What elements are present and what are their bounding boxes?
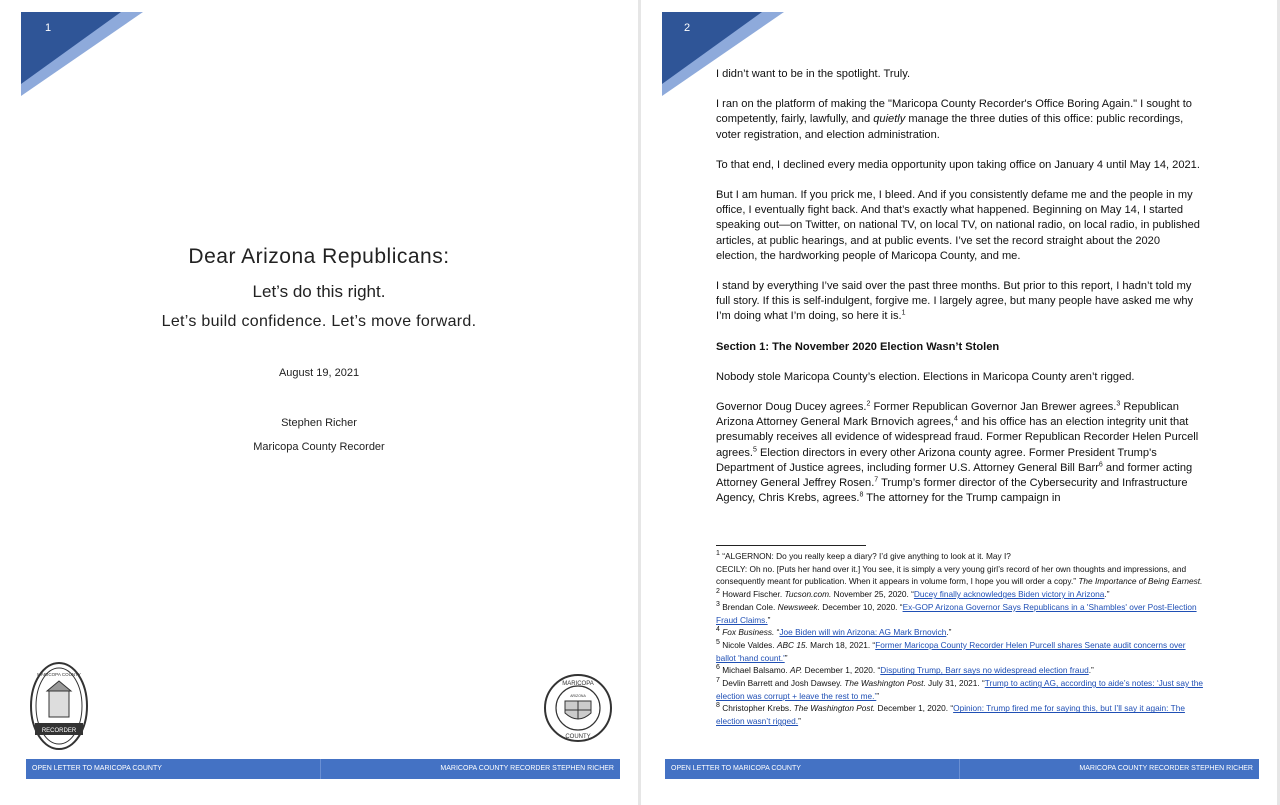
footnote-ref[interactable]: 2	[866, 400, 871, 408]
footer-divider	[320, 759, 321, 779]
document-page-1	[0, 0, 638, 805]
letter-tagline: Let’s do this right.	[252, 282, 386, 301]
county-seal-icon	[543, 673, 613, 743]
footnote-ref[interactable]: 6	[1098, 461, 1103, 469]
letter-author: Stephen Richer	[281, 417, 357, 429]
footnote-ref[interactable]: 5	[753, 445, 757, 453]
footnote-5: $^5$ Nicole Valdes. ABC 15. March 18, 2021. “Former Maricopa County Recorder Helen Purcell shares Senate audit concerns over ballot 'hand count.'”	[716, 639, 1186, 663]
paragraph: Nobody stole Maricopa County’s election. Elections in Maricopa County aren’t rigged.	[716, 370, 1135, 383]
seal-top-text: MARICOPA	[562, 681, 594, 687]
paragraph: I didn’t want to be in the spotlight. Truly.	[716, 68, 911, 80]
footer-right-text: MARICOPA COUNTY RECORDER STEPHEN RICHER	[1079, 765, 1253, 772]
footnote-ref[interactable]: 7	[874, 476, 879, 484]
seal-band-text: RECORDER	[41, 728, 77, 734]
footnote-link[interactable]: Ex-GOP Arizona Governor Says Republicans in a 'Shambles' over Post-Election Fraud Claims.	[716, 601, 1197, 625]
footnote-6: $^6$ Michael Balsamo. AP. December 1, 2020. “Disputing Trump, Barr says no widespread election fraud.”	[716, 664, 1094, 676]
page-footer	[26, 759, 620, 779]
footnote-3: $^3$ Brendan Cole. Newsweek. December 10, 2020. “Ex-GOP Arizona Governor Says Republicans in a 'Shambles' over Post-Election Fraud Claims.”	[716, 601, 1197, 625]
footnote-link[interactable]: Opinion: Trump fired me for saying this, but I’ll say it again: The election wasn’t rigged.	[716, 703, 1185, 727]
footnote-separator	[716, 545, 866, 546]
page-footer	[665, 759, 1259, 779]
paragraph: I stand by everything I’ve said over the past three months. But prior to this report, I hadn’t told my full story. If this is self-indulgent, forgive me. I largely agree, but many people have asked me why I’m doing what I’m doing, so here it is.$^1$	[716, 280, 1194, 323]
letter-body	[716, 67, 1204, 521]
seal-top-text: MARICOPA COUNTY	[37, 672, 81, 677]
page-number: 1	[45, 22, 52, 34]
footnote-ref[interactable]: 8	[859, 491, 864, 499]
footnote-1-cont: CECILY: Oh no. [Puts her hand over it.] You see, it is simply a very young girl’s record of her own thoughts and impressions, and consequently meant for publication. When it appears in volume form, I hope you will order a copy.” The Importance of Being Earnest.	[716, 563, 1203, 587]
footnote-2: $^2$ Howard Fischer. Tucson.com. November 25, 2020. “Ducey finally acknowledges Biden victory in Arizona.”	[716, 588, 1110, 600]
footnote-link[interactable]: Ducey finally acknowledges Biden victory in Arizona	[913, 589, 1105, 600]
footnotes	[716, 550, 1204, 728]
footnote-ref[interactable]: 1	[901, 309, 906, 317]
paragraph: Governor Doug Ducey agrees.$^2$ Former Republican Governor Jan Brewer agrees.$^3$ Republican Arizona Attorney General Mark Brnovich agrees,$^4$ and his office has an election integrity unit that presumably receives all evidence of widespread fraud. Former Republican Recorder Helen Purcell agrees.$^5$ Election directors in every other Arizona county agree. Former President Trump's Department of Justice agrees, including former U.S. Attorney General Bill Barr$^6$ and former acting Attorney General Jeffrey Rosen.$^7$ Trump’s former director of the Cybersecurity and Infrastructure Agency, Chris Krebs, agrees.$^8$ The attorney for the Trump campaign in	[716, 400, 1199, 505]
footnote-link[interactable]: Joe Biden will win Arizona: AG Mark Brnovich	[779, 627, 947, 638]
seal-bottom-text: COUNTY	[565, 734, 591, 740]
footnote-link[interactable]: Disputing Trump, Barr says no widespread election fraud	[880, 665, 1089, 676]
letter-date: August 19, 2021	[278, 367, 360, 379]
footnote-8: $^8$ Christopher Krebs. The Washington Post. December 1, 2020. “Opinion: Trump fired me for saying this, but I’ll say it again: The election wasn’t rigged.”	[716, 702, 1185, 727]
footer-left-text: OPEN LETTER TO MARICOPA COUNTY	[671, 765, 801, 772]
footnote-1: $^1$ “ALGERNON: Do you really keep a diary? I’d give anything to look at it. May I?	[716, 550, 1011, 561]
letter-author-title: Maricopa County Recorder	[253, 441, 385, 453]
recorder-seal-icon	[29, 661, 89, 751]
document-page-2	[641, 0, 1277, 805]
footnote-link[interactable]: Former Maricopa County Recorder Helen Purcell shares Senate audit concerns over ballot 'hand count.'	[716, 639, 1186, 663]
seal-inner-text: ARIZONA	[570, 694, 586, 698]
footer-left-text: OPEN LETTER TO MARICOPA COUNTY	[32, 765, 162, 772]
paragraph: I ran on the platform of making the "Maricopa County Recorder's Office Boring Again." I sought to competently, fairly, lawfully, and quietly manage the three duties of this office: public recordings, voter registration, and election administration.	[716, 98, 1192, 141]
footer-divider	[959, 759, 960, 779]
footnote-ref[interactable]: 4	[954, 415, 958, 423]
section-heading: Section 1: The November 2020 Election Wasn’t Stolen	[716, 340, 1000, 353]
paragraph: But I am human. If you prick me, I bleed. And if you consistently defame me and the people in my office, I eventually fight back. And that’s exactly what happened. Beginning on May 14, I started speaking out—on Twitter, on national TV, on local TV, on national radio, on local radio, in published articles, at public hearings, and at public events. I’ve set the record straight about the 2020 election, the hardworking people of Maricopa County, and me.	[716, 189, 1200, 262]
footnote-link[interactable]: Trump to acting AG, according to aide’s notes: ‘Just say the election was corrupt + leave the rest to me.’	[716, 678, 1203, 701]
footer-right-text: MARICOPA COUNTY RECORDER STEPHEN RICHER	[440, 765, 614, 772]
footnote-ref[interactable]: 3	[1116, 400, 1121, 408]
footnote-4: $^4$ Fox Business. “Joe Biden will win Arizona: AG Mark Brnovich.”	[716, 626, 952, 638]
letter-greeting: Dear Arizona Republicans:	[188, 245, 450, 268]
paragraph: To that end, I declined every media opportunity upon taking office on January 4 until May 14, 2021.	[716, 158, 1200, 171]
letter-subtagline: Let’s build confidence. Let’s move forward.	[161, 313, 477, 330]
footnote-7: $^7$ Devlin Barrett and Josh Dawsey. The Washington Post. July 31, 2021. “Trump to acting AG, according to aide’s notes: ‘Just say the election was corrupt + leave the rest to me.’”	[716, 677, 1203, 701]
corner-accent-graphic	[21, 12, 143, 96]
page-number: 2	[684, 22, 691, 34]
